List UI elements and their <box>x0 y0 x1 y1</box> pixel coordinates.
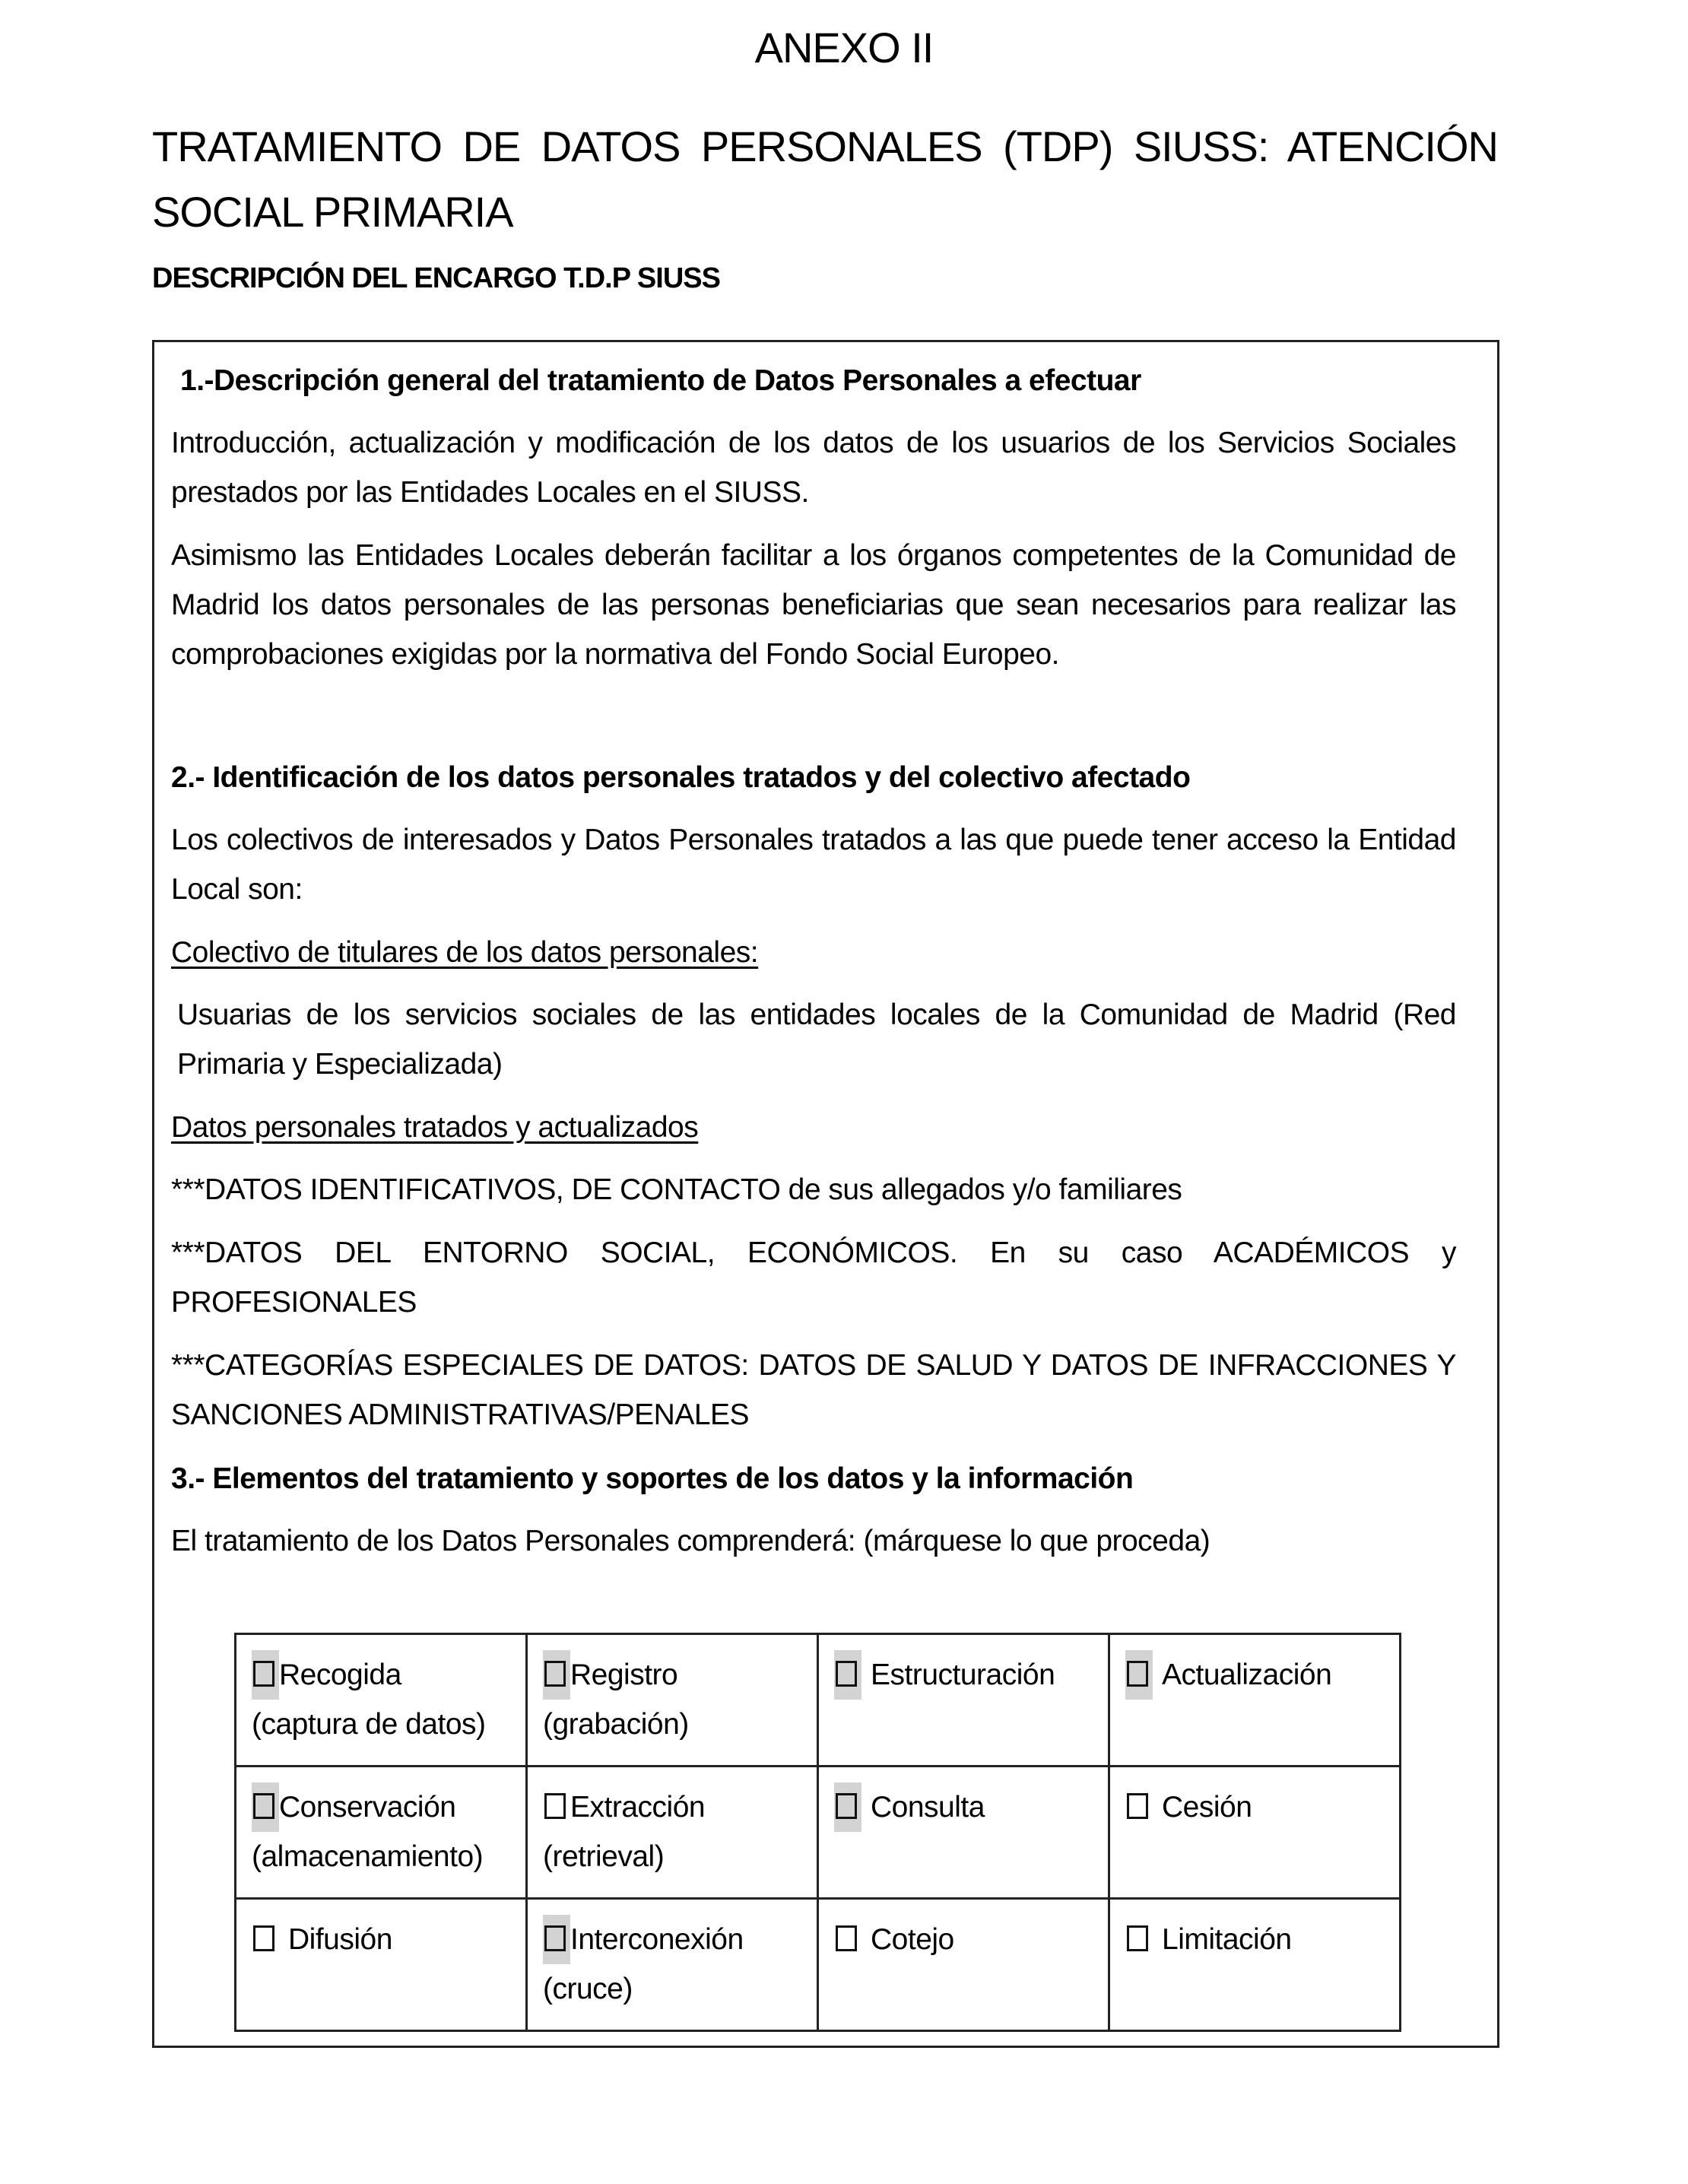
section-2-heading: 2.- Identificación de los datos personales tratados y del colectivo afectado <box>171 761 1191 794</box>
treatment-options-table <box>234 1633 1401 2032</box>
data-label: Datos personales tratados y actualizados <box>171 1111 699 1144</box>
document-subtitle: DESCRIPCIÓN DEL ENCARGO T.D.P SIUSS <box>152 262 720 294</box>
option-cell-difusion <box>236 1899 527 2031</box>
checkbox-square-icon <box>544 1925 566 1951</box>
option-cell-estructuracion <box>818 1634 1109 1767</box>
options-row <box>236 1634 1401 1767</box>
checkbox-consulta[interactable] <box>834 1782 861 1832</box>
option-cell-limitacion <box>1109 1899 1401 2031</box>
section-3-heading: 3.- Elementos del tratamiento y soportes de los datos y la información <box>171 1462 1134 1495</box>
options-row <box>236 1899 1401 2031</box>
option-cell-cotejo <box>818 1899 1109 2031</box>
option-label: Conservación <box>279 1791 456 1824</box>
option-sublabel: (captura de datos) <box>252 1708 486 1741</box>
option-cell-cesion <box>1109 1767 1401 1899</box>
option-cell-recogida <box>236 1634 527 1767</box>
document-title <box>152 114 1498 245</box>
option-label: Recogida <box>279 1659 401 1691</box>
options-row <box>236 1767 1401 1899</box>
checkbox-interconexion[interactable] <box>543 1915 570 1964</box>
option-sublabel: (almacenamiento) <box>252 1840 484 1873</box>
option-cell-interconexion <box>527 1899 818 2031</box>
checkbox-square-icon <box>1127 1925 1148 1951</box>
option-label: Registro <box>570 1659 678 1691</box>
checkbox-difusion[interactable] <box>252 1915 279 1964</box>
section-2-intro: Los colectivos de interesados y Datos Personales tratados a las que puede tener acceso la Entidad Local son: <box>171 824 1456 906</box>
data-item-categorias-especiales: ***CATEGORÍAS ESPECIALES DE DATOS: DATOS DE SALUD Y DATOS DE INFRACCIONES Y SANCIONES ADMINISTRATIVAS/PENALES <box>171 1349 1456 1431</box>
option-sublabel: (cruce) <box>543 1973 633 2005</box>
section-1-heading: 1.-Descripción general del tratamiento de Datos Personales a efectuar <box>180 364 1141 397</box>
option-label: Cesión <box>1162 1791 1252 1824</box>
checkbox-cesion[interactable] <box>1125 1782 1153 1832</box>
option-label: Estructuración <box>871 1659 1055 1691</box>
annex-label: ANEXO II <box>754 24 934 71</box>
option-label: Interconexión <box>570 1923 744 1956</box>
checkbox-recogida[interactable] <box>252 1650 279 1700</box>
option-label: Extracción <box>570 1791 706 1824</box>
option-cell-actualizacion <box>1109 1634 1401 1767</box>
checkbox-square-icon <box>836 1925 857 1951</box>
checkbox-square-icon <box>1127 1661 1148 1687</box>
checkbox-conservacion[interactable] <box>252 1782 279 1832</box>
checkbox-registro[interactable] <box>543 1650 570 1700</box>
option-sublabel: (grabación) <box>543 1708 689 1741</box>
checkbox-square-icon <box>836 1661 857 1687</box>
checkbox-square-icon <box>544 1661 566 1687</box>
option-sublabel: (retrieval) <box>543 1840 665 1873</box>
checkbox-square-icon <box>253 1661 274 1687</box>
checkbox-actualizacion[interactable] <box>1125 1650 1153 1700</box>
section-3-intro: El tratamiento de los Datos Personales comprenderá: (márquese lo que proceda) <box>171 1525 1210 1557</box>
checkbox-square-icon <box>1127 1793 1148 1819</box>
checkbox-square-icon <box>253 1793 274 1819</box>
document-title-line-1: TRATAMIENTO DE DATOS PERSONALES (TDP) SIUSS: ATENCIÓN <box>152 122 1498 170</box>
collective-label: Colectivo de titulares de los datos personales: <box>171 936 759 969</box>
option-label: Actualización <box>1162 1659 1332 1691</box>
checkbox-extraccion[interactable] <box>543 1782 570 1832</box>
checkbox-estructuracion[interactable] <box>834 1650 861 1700</box>
checkbox-square-icon <box>253 1925 274 1951</box>
option-cell-consulta <box>818 1767 1109 1899</box>
collective-text: Usuarias de los servicios sociales de las entidades locales de la Comunidad de Madrid (Red Primaria y Especializada) <box>177 998 1456 1081</box>
option-cell-conservacion <box>236 1767 527 1899</box>
option-label: Cotejo <box>871 1923 954 1956</box>
document-title-line-2: SOCIAL PRIMARIA <box>152 188 513 236</box>
data-item-entorno-social: ***DATOS DEL ENTORNO SOCIAL, ECONÓMICOS. En su caso ACADÉMICOS y PROFESIONALES <box>171 1236 1456 1319</box>
description-box <box>152 340 1499 2048</box>
section-1-paragraph-1: Introducción, actualización y modificación de los datos de los usuarios de los Servicios Sociales prestados por las Entidades Locales en el SIUSS. <box>171 427 1456 509</box>
section-1-paragraph-2: Asimismo las Entidades Locales deberán facilitar a los órganos competentes de la Comunidad de Madrid los datos personales de las personas beneficiarias que sean necesarios para realizar las comprobaciones exigidas por la normativa del Fondo Social Europeo. <box>171 539 1456 671</box>
option-label: Difusión <box>288 1923 392 1956</box>
option-label: Limitación <box>1162 1923 1292 1956</box>
checkbox-square-icon <box>544 1793 566 1819</box>
checkbox-limitacion[interactable] <box>1125 1915 1153 1964</box>
option-cell-extraccion <box>527 1767 818 1899</box>
option-label: Consulta <box>871 1791 985 1824</box>
checkbox-cotejo[interactable] <box>834 1915 861 1964</box>
data-item-identificativos: ***DATOS IDENTIFICATIVOS, DE CONTACTO de sus allegados y/o familiares <box>171 1173 1182 1206</box>
checkbox-square-icon <box>836 1793 857 1819</box>
option-cell-registro <box>527 1634 818 1767</box>
